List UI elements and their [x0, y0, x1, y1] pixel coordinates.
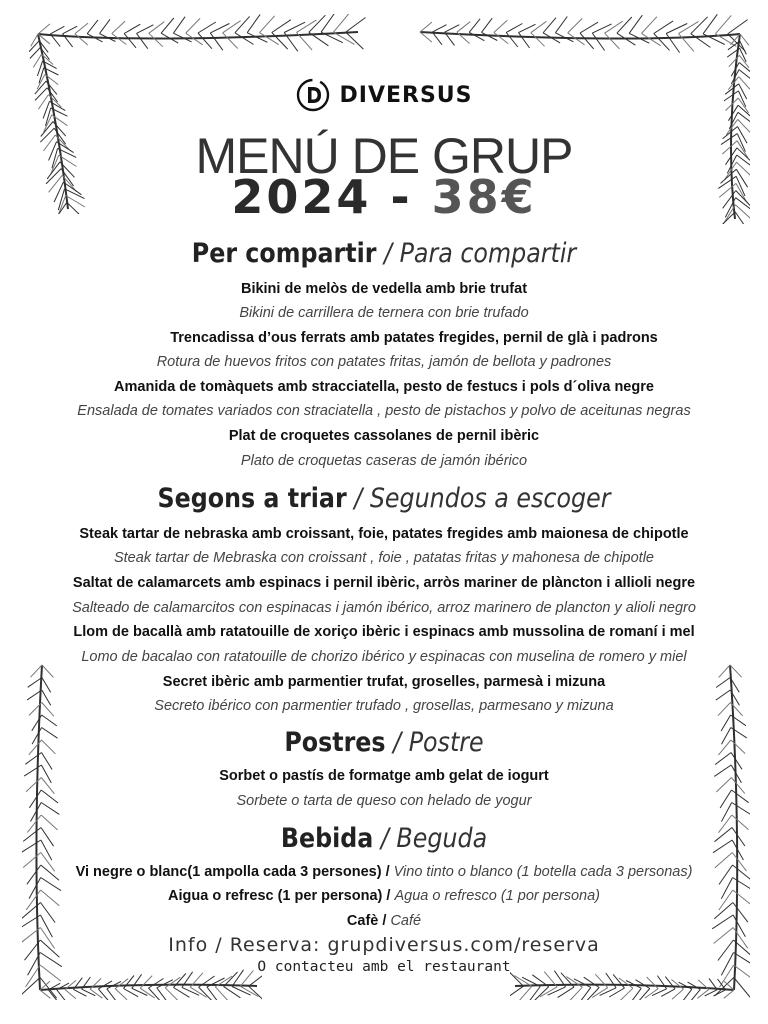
dish-name-es: Salteado de calamarcitos con espinacas i jamón ibérico, arroz marinero de plancton y alioli negro: [72, 600, 696, 616]
drink-item: [0, 862, 768, 882]
section-heading-dessert: [46, 726, 722, 760]
dish-name-ca: Saltat de calamarcets amb espinacs i pernil ibèric, arròs mariner de plàncton i allioli negre: [72, 575, 696, 591]
section-title-ca: Per compartir: [191, 238, 377, 269]
drink-item: [0, 886, 768, 906]
drink-name-ca: Cafè: [346, 913, 379, 929]
section-heading-share: [46, 237, 722, 271]
drink-name-es: Café: [390, 913, 422, 929]
drink-separator: /: [382, 913, 387, 929]
section-separator: /: [393, 727, 402, 758]
contact-note: O contacteu amb el restaurant: [257, 959, 511, 975]
dish-name-ca: Plat de croquetes cassolanes de pernil ibèric: [228, 428, 540, 444]
section-separator: /: [384, 238, 393, 269]
dish-name-ca: Amanida de tomàquets amb stracciatella, pesto de festucs i pols d´oliva negre: [114, 379, 654, 395]
section-separator: /: [380, 823, 389, 854]
dish-name-ca: Trencadissa d’ous ferrats amb patates fregides, pernil de glà i padrons: [170, 330, 658, 346]
dish-name-ca: Secret ibèric amb parmentier trufat, groselles, parmesà i mizuna: [162, 674, 606, 690]
section-title-ca: Postres: [284, 727, 386, 758]
dish-name-ca: Bikini de melòs de vedella amb brie trufat: [240, 281, 528, 297]
drink-name-es: Vino tinto o blanco (1 botella cada 3 personas): [393, 864, 693, 880]
dish-name-ca: Steak tartar de nebraska amb croissant, foie, patates fregides amb maionesa de chipotle: [79, 526, 689, 542]
drink-name-ca: Aigua o refresc (1 per persona): [168, 888, 383, 904]
title-dash: -: [371, 170, 432, 224]
drink-name-es: Agua o refresco (1 por persona): [394, 888, 600, 904]
section-title-es: Para compartir: [399, 238, 577, 269]
drink-name-ca: Vi negre o blanc(1 ampolla cada 3 persones): [75, 864, 382, 880]
section-title-ca: Segons a triar: [157, 483, 347, 514]
dish-name-es: Sorbete o tarta de queso con helado de yogur: [236, 793, 532, 809]
dish-name-es: Bikini de carrillera de ternera con brie trufado: [239, 305, 529, 321]
dish-name-es: Rotura de huevos fritos con patates fritas, jamón de bellota y padrones: [156, 354, 612, 370]
dish-name-ca: Llom de bacallà amb ratatouille de xoriço ibèric i espinacs amb mussolina de romaní i mel: [73, 624, 695, 640]
diversus-d-icon: [296, 78, 330, 112]
section-title-es: Beguda: [396, 823, 488, 854]
dish-name-es: Ensalada de tomates variados con straciatella , pesto de pistachos y polvo de aceitunas negras: [77, 403, 691, 419]
menu-price: 38€: [431, 170, 537, 224]
dish-name-ca: Sorbet o pastís de formatge amb gelat de iogurt: [219, 768, 549, 784]
menu-title: MENÚ DE GRUP: [195, 128, 573, 184]
brand-name: DIVERSUS: [339, 82, 473, 108]
menu-year: 2024: [231, 170, 372, 224]
brand-logo: [0, 78, 768, 112]
dish-name-es: Steak tartar de Mebraska con croissant , foie , patatas fritas y mahonesa de chipotle: [113, 550, 654, 566]
section-separator: /: [354, 483, 363, 514]
section-title-es: Postre: [408, 727, 484, 758]
section-title-ca: Bebida: [280, 823, 374, 854]
section-title-es: Segundos a escoger: [369, 483, 611, 514]
dish-name-es: Lomo de bacalao con ratatouille de chorizo ibérico y espinacas con muselina de romero y miel: [81, 649, 687, 665]
dish-name-es: Plato de croquetas caseras de jamón ibérico: [240, 453, 528, 469]
drink-separator: /: [386, 888, 391, 904]
drink-separator: /: [385, 864, 390, 880]
section-heading-mains: [46, 482, 722, 516]
drink-item: [0, 911, 768, 931]
menu-year-price: [0, 170, 768, 224]
reservation-info: Info / Reserva: grupdiversus.com/reserva: [168, 934, 600, 956]
dish-name-es: Secreto ibérico con parmentier trufado , grosellas, parmesano y mizuna: [154, 698, 614, 714]
section-heading-drinks: [46, 822, 722, 856]
